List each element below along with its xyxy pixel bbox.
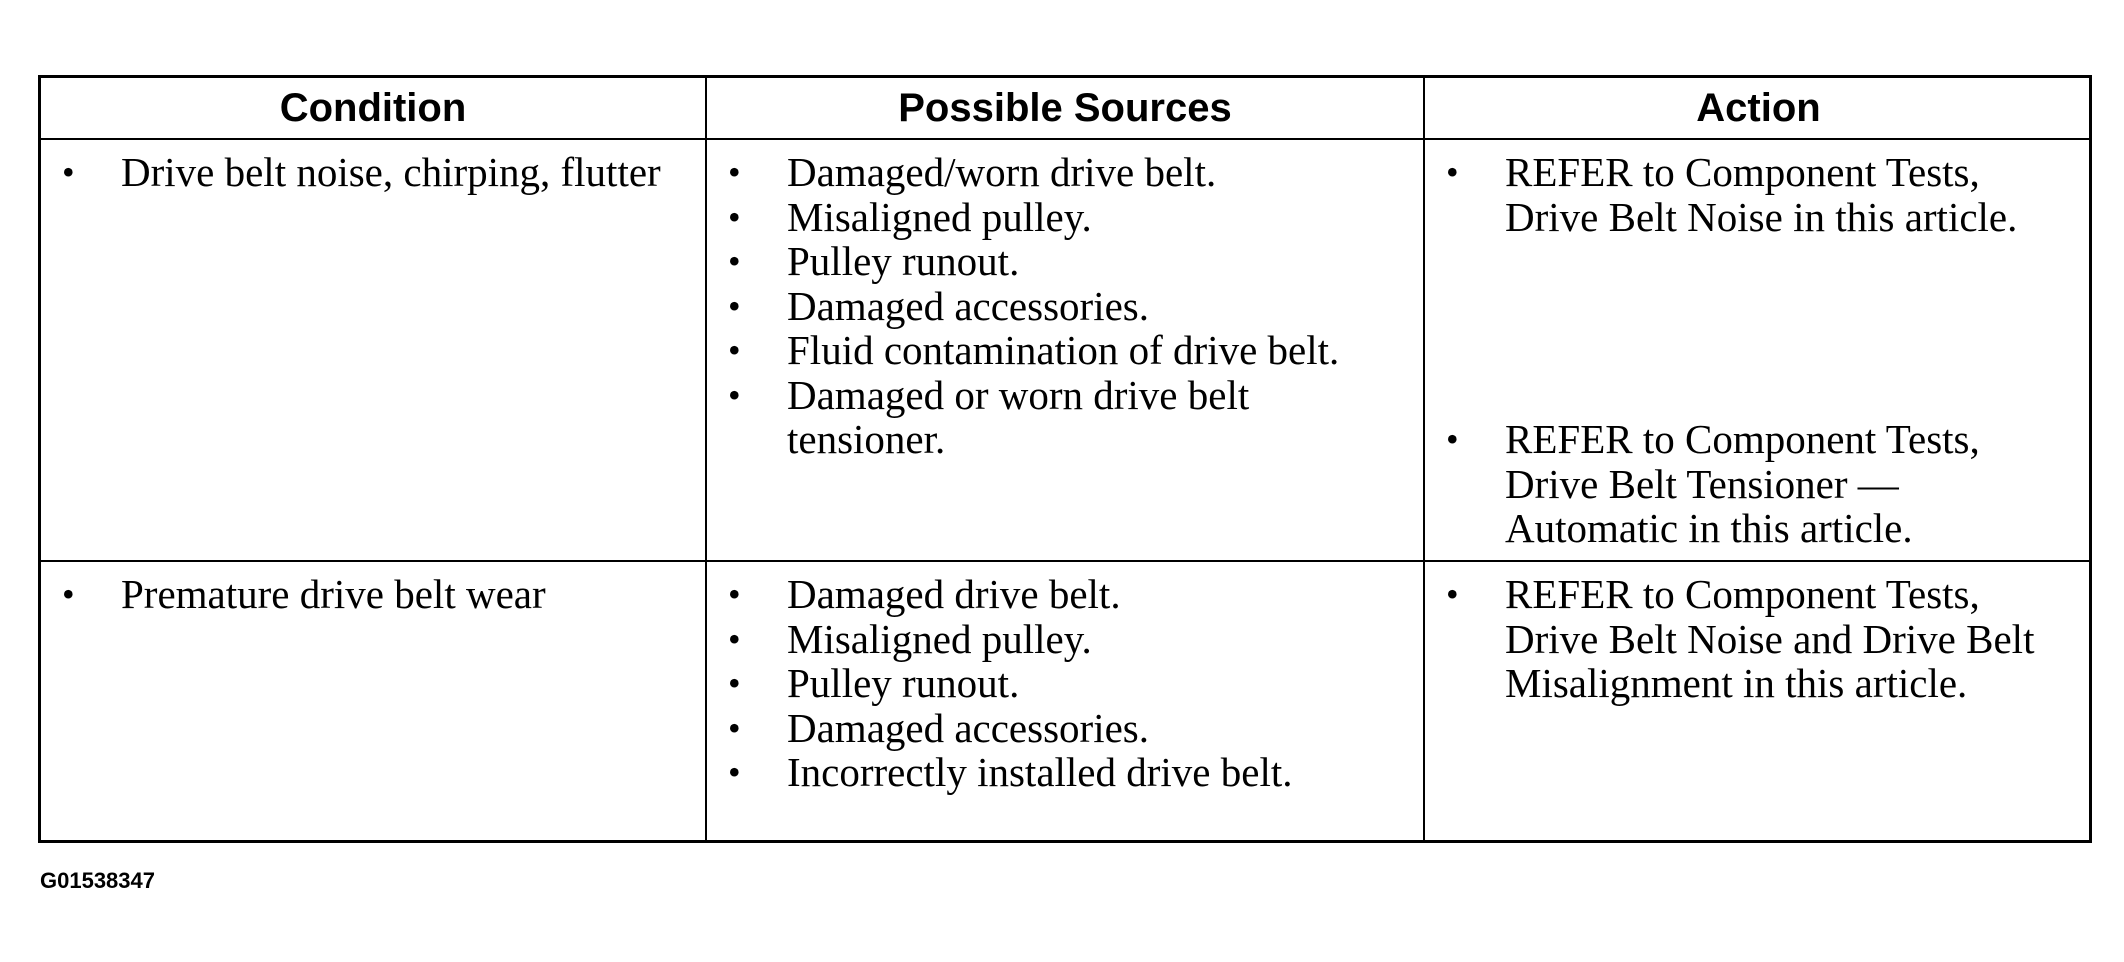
list-item xyxy=(1425,150,2065,239)
source-text: Damaged/worn drive belt. xyxy=(787,149,1217,195)
list-item xyxy=(707,617,1377,662)
source-text: Damaged accessories. xyxy=(787,704,1149,751)
bullet: • xyxy=(728,152,741,192)
list-item xyxy=(707,661,1377,706)
list-item xyxy=(707,373,1377,462)
list-item xyxy=(707,195,1377,240)
source-text: Pulley runout. xyxy=(787,660,1020,706)
list-item xyxy=(707,239,1377,284)
action-text: REFER to Component Tests, Drive Belt Tensioner — Automatic in this article. xyxy=(1505,416,1980,551)
bullet: • xyxy=(1446,152,1459,192)
list-item xyxy=(707,150,1377,195)
row1-action-cell xyxy=(1425,150,2065,239)
row1-action-cell-2 xyxy=(1425,417,2065,551)
source-text: Misaligned pulley. xyxy=(787,615,1092,662)
source-text: Damaged accessories. xyxy=(787,282,1149,329)
bullet: • xyxy=(728,663,741,703)
list-item xyxy=(1425,417,2065,551)
condition-text: Premature drive belt wear xyxy=(121,571,546,617)
action-text: REFER to Component Tests, Drive Belt Noise and Drive Belt Misalignment in this article. xyxy=(1505,571,2035,706)
bullet: • xyxy=(62,574,75,614)
list-item xyxy=(1425,572,2065,706)
bullet: • xyxy=(728,618,741,659)
row1-condition-cell xyxy=(41,150,661,195)
bullet: • xyxy=(728,196,741,237)
bullet: • xyxy=(728,574,741,614)
source-text: Misaligned pulley. xyxy=(787,193,1092,240)
list-item xyxy=(707,706,1377,751)
action-text: REFER to Component Tests, Drive Belt Noise in this article. xyxy=(1505,149,2018,240)
list-item xyxy=(707,328,1377,373)
bullet: • xyxy=(1446,574,1459,614)
bullet: • xyxy=(1446,419,1459,459)
list-item xyxy=(41,150,661,195)
header-possible-sources: Possible Sources xyxy=(898,85,1232,130)
bullet: • xyxy=(728,330,741,370)
bullet: • xyxy=(62,152,75,192)
bullet: • xyxy=(728,752,741,792)
bullet: • xyxy=(728,374,741,415)
figure-id: G01538347 xyxy=(40,868,155,893)
source-text: Damaged drive belt. xyxy=(787,571,1121,617)
row-divider xyxy=(41,560,2089,562)
row1-sources-cell xyxy=(707,150,1377,462)
source-text: Incorrectly installed drive belt. xyxy=(787,749,1293,795)
row2-action-cell xyxy=(1425,572,2065,706)
header-action: Action xyxy=(1696,85,1821,130)
bullet: • xyxy=(728,241,741,281)
row2-condition-cell xyxy=(41,572,661,617)
header-condition: Condition xyxy=(279,85,467,130)
list-item xyxy=(707,572,1377,617)
diagnosis-table xyxy=(38,75,2092,843)
row2-sources-cell xyxy=(707,572,1377,795)
source-text: Fluid contamination of drive belt. xyxy=(787,327,1340,373)
bullet: • xyxy=(728,285,741,326)
row-divider xyxy=(41,138,2089,140)
list-item xyxy=(707,750,1377,795)
condition-text: Drive belt noise, chirping, flutter xyxy=(121,149,661,195)
bullet: • xyxy=(728,707,741,748)
source-text: Damaged or worn drive belt tensioner. xyxy=(787,371,1250,462)
list-item xyxy=(707,284,1377,329)
list-item xyxy=(41,572,661,617)
source-text: Pulley runout. xyxy=(787,238,1020,284)
